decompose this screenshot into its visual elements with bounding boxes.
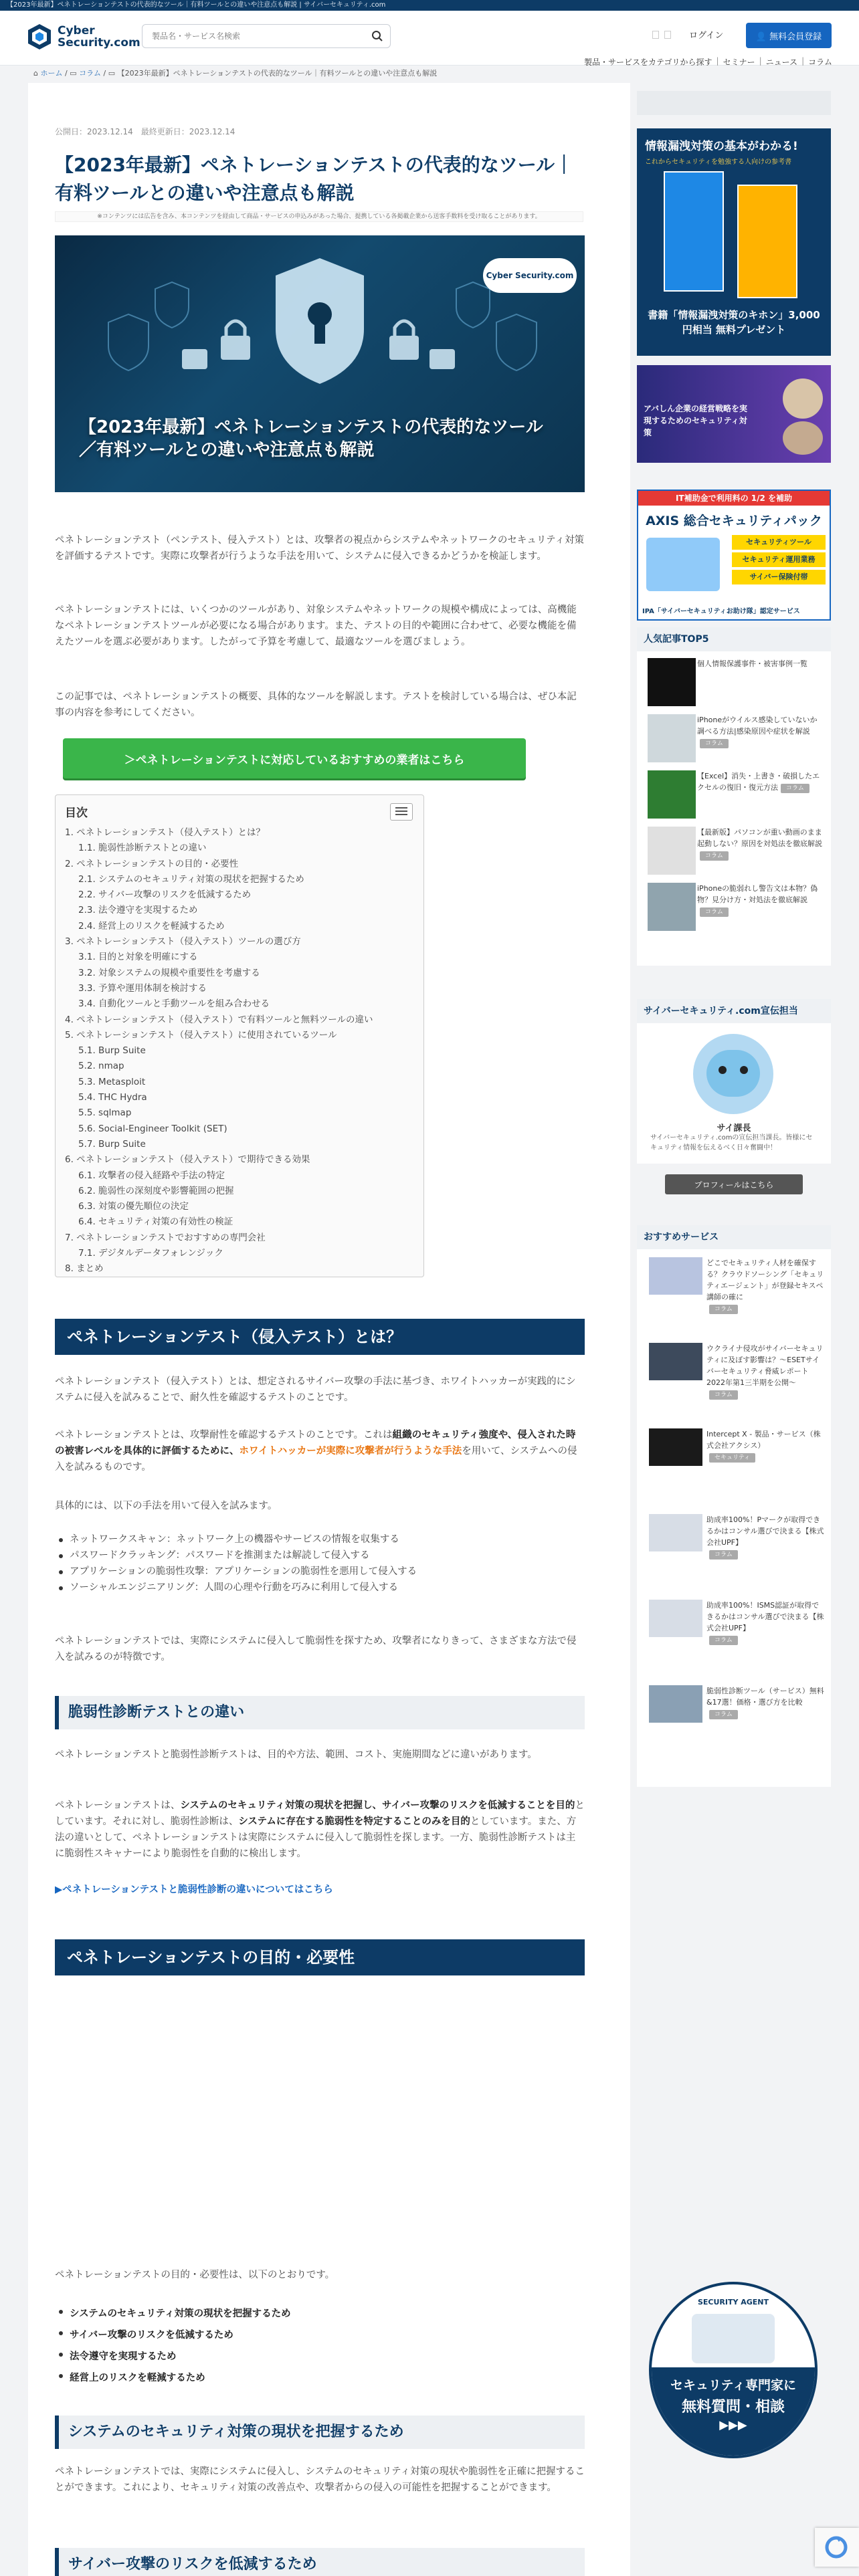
service-thumbnail (649, 1257, 702, 1295)
nav-column[interactable]: コラム (808, 58, 832, 67)
recaptcha-badge[interactable] (815, 2528, 859, 2567)
service-thumbnail (649, 1600, 702, 1637)
toc-item[interactable]: 3.2. 対象システムの規模や重要性を考慮する (78, 967, 260, 978)
mascot-avatar (693, 1034, 773, 1114)
service-thumbnail (649, 1343, 702, 1380)
pr-title: サイバーセキュリティ.com宣伝担当 (637, 999, 831, 1023)
category-tag: セキュリティ (709, 1453, 755, 1463)
home-icon: ⌂ (33, 69, 38, 78)
breadcrumb-column[interactable]: コラム (79, 69, 101, 78)
toc-item[interactable]: 4. ペネトレーションテスト（侵入テスト）で有料ツールと無料ツールの違い (65, 1014, 373, 1025)
global-nav: 製品・サービスをカテゴリから探す | セミナー | ニュース | コラム (584, 56, 832, 67)
toc-item[interactable]: 1.1. 脆弱性診断テストとの違い (78, 843, 207, 854)
toc-item[interactable]: 6.2. 脆弱性の深刻度や影響範囲の把握 (78, 1185, 234, 1196)
toc-item[interactable]: 5. ペネトレーションテスト（侵入テスト）に使用されているツール (65, 1029, 337, 1041)
search-input[interactable] (142, 25, 357, 47)
breadcrumb: ⌂ ホーム / ▭ コラム / ▭ 【2023年最新】ペネトレーションテストの代表的なツール｜有料ツールとの違いや注意点も解説 (33, 69, 438, 78)
recaptcha-icon (823, 2534, 850, 2561)
article-thumbnail (648, 658, 696, 706)
toc-item[interactable]: 2.3. 法令遵守を実現するため (78, 905, 198, 916)
toc-list (65, 825, 414, 1277)
ranking-item-title: iPhoneの脆弱れし警告文は本物？偽物？見分け方・対処法を徹底解説 (697, 884, 818, 904)
service-item-title: 助成率100%！ISMS認証が取得できるかはコンサル選びで決まる【株式会社UPF】 (706, 1601, 824, 1632)
list-item: システムのセキュリティ対策の現状を把握するため (55, 2303, 585, 2325)
category-tag: コラム (709, 1710, 738, 1719)
category-tag: コラム (700, 907, 729, 917)
speaker-avatar (783, 379, 823, 419)
service-item[interactable] (637, 1335, 831, 1420)
toc-item[interactable]: 6.4. セキュリティ対策の有効性の検証 (78, 1216, 233, 1228)
security-agent-banner[interactable] (649, 2282, 818, 2458)
bookmark-icon[interactable] (652, 31, 659, 39)
intro-paragraph-2: ペネトレーションテストには、いくつかのツールがあり、対象システムやネットワークの規模や構成によっては、高機能なペネトレーションテストツールが必要になる場合があります。また、テストの目的や範囲に合わせて、必要な機能を備えたツールを選ぶ必要があります。したがって予算を考慮して、最適なツールを選びましょう。 (55, 605, 577, 647)
article-main (28, 83, 630, 2576)
service-item[interactable] (637, 1249, 831, 1335)
user-plus-icon: 👤 (755, 31, 770, 42)
pr-name: サイ課長 (717, 1123, 751, 1134)
book-cover-image (737, 185, 797, 298)
category-tag: コラム (709, 1550, 738, 1560)
article-thumbnail (648, 714, 696, 762)
topbar-text: 【2023年最新】ペネトレーションテストの代表的なツール｜有料ツールとの違いや注意点も解説 | サイバーセキュリティ.com (7, 1, 386, 9)
ad3-bottom: IPA「サイバーセキュリティお助け隊」認定サービス (642, 608, 800, 615)
toc-item[interactable]: 6.3. 対策の優先順位の決定 (78, 1201, 189, 1212)
toc-item[interactable]: 3.3. 予算や運用体制を検討する (78, 982, 207, 994)
subsection-heading-2-2: サイバー攻撃のリスクを低減するため (55, 2548, 585, 2576)
toc-item[interactable]: 3.4. 自動化ツールと手動ツールを組み合わせる (78, 998, 270, 1010)
header-small-icons (652, 31, 671, 39)
ad1-subtitle: これからセキュリティを勉強する人向けの参考書 (645, 158, 791, 166)
profile-button[interactable]: プロフィールはこちら (665, 1174, 803, 1194)
article-thumbnail (648, 883, 696, 931)
toc-title: 目次 (65, 807, 88, 820)
ad3-title: AXIS 総合セキュリティパック (646, 514, 822, 528)
page-title: 【2023年最新】ペネトレーションテストの代表的なツール｜有料ツールとの違いや注意点も解説 (55, 154, 574, 204)
toc-item[interactable]: 2.1. システムのセキュリティ対策の現状を把握するため (78, 873, 304, 885)
breadcrumb-current: 【2023年最新】ペネトレーションテストの代表的なツール｜有料ツールとの違いや注意点も解説 (117, 69, 438, 78)
agent-illustration (692, 2314, 775, 2363)
login-link[interactable]: ログイン (689, 31, 724, 41)
attack-method-list (55, 1531, 585, 1596)
toc-item[interactable]: 5.3. Metasploit (78, 1076, 146, 1087)
ranking-widget (637, 627, 831, 966)
toc-item[interactable]: 5.4. THC Hydra (78, 1092, 147, 1103)
toc-item[interactable]: 6. ペネトレーションテスト（侵入テスト）で期待できる効果 (65, 1154, 310, 1166)
list-item: アプリケーションの脆弱性攻撃：アプリケーションの脆弱性を悪用して侵入する (55, 1564, 585, 1580)
list-item: サイバー攻撃のリスクを低減するため (55, 2325, 585, 2346)
ad3-top: IT補助金で利用料の 1/2 を補助 (638, 491, 830, 506)
register-button[interactable] (746, 23, 832, 48)
ad3-feature: セキュリティ運用業務 (732, 552, 826, 567)
services-title: おすすめサービス (637, 1225, 831, 1249)
category-tag: コラム (709, 1390, 738, 1400)
pr-profile-widget (637, 999, 831, 1190)
ad3-feature-list (732, 535, 826, 584)
intro-paragraph-3: この記事では、ペネトレーションテストの概要、具体的なツールを解説します。テストを検討している場合は、ぜひ本記事の内容を参考にしてください。 (55, 691, 577, 718)
seminar-ad-banner[interactable] (637, 365, 831, 463)
toc-item[interactable]: 5.5. sqlmap (78, 1107, 132, 1119)
history-icon[interactable] (664, 31, 671, 39)
logo-text-line1: Cyber (58, 24, 95, 37)
toc-item[interactable]: 1. ペネトレーションテスト（侵入テスト）とは？ (65, 827, 266, 838)
nav-news[interactable]: ニュース (765, 58, 798, 67)
article-thumbnail (648, 827, 696, 875)
hero-caption: 【2023年最新】ペネトレーションテストの代表的なツール／有料ツールとの違いや注意点も解説 (79, 417, 543, 460)
service-item[interactable] (637, 1420, 831, 1506)
pr-description: サイバーセキュリティ.comの宣伝担当課長。皆様にセキュリティ情報を伝えるべく日々奮闘中！ (650, 1134, 813, 1152)
service-item-title: ウクライナ侵攻がサイバーセキュリティに及ぼす影響は？～ESETサイバーセキュリティ脅威レポート2022年第1三半期を公開～ (706, 1344, 824, 1387)
service-item[interactable] (637, 1677, 831, 1763)
toc-item[interactable]: 2. ペネトレーションテストの目的・必要性 (65, 858, 239, 869)
toc-item[interactable]: 3.1. 目的と対象を明確にする (78, 952, 198, 963)
ad3-feature: セキュリティツール (732, 535, 826, 550)
agent-text-1: セキュリティ専門家に (670, 2378, 797, 2393)
ad1-title: 情報漏洩対策の基本がわかる! (645, 140, 798, 153)
ranking-item[interactable] (637, 651, 831, 708)
breadcrumb-home[interactable]: ホーム (40, 69, 63, 78)
site-logo[interactable] (27, 23, 140, 51)
toc-item[interactable]: 2.2. サイバー攻撃のリスクを低減するため (78, 889, 252, 901)
nav-seminar[interactable]: セミナー (723, 58, 755, 67)
category-tag: コラム (781, 784, 809, 793)
section2-paragraph-1: ペネトレーションテストの目的・必要性は、以下のとおりです。 (55, 2270, 335, 2280)
updated-date: 最終更新日：2023.12.14 (140, 127, 235, 136)
section1-paragraph-3: 具体的には、以下の手法を用いて侵入を試みます。 (55, 1501, 278, 1511)
axis-ad-banner[interactable] (637, 490, 831, 621)
agent-text-2: 無料質問・相談 (681, 2399, 785, 2416)
top-info-bar (0, 0, 859, 11)
category-tag: コラム (700, 851, 729, 861)
article-dates (55, 126, 235, 137)
book-ad-banner[interactable] (637, 128, 831, 356)
toc-item[interactable]: 3. ペネトレーションテスト（侵入テスト）ツールの選び方 (65, 936, 301, 948)
article-thumbnail (648, 770, 696, 819)
subsection-heading-1-1: 脆弱性診断テストとの違い (55, 1696, 585, 1729)
subsection-heading-2-1: システムのセキュリティ対策の現状を把握するため (55, 2416, 585, 2449)
service-item-title: Intercept X - 製品・サービス（株式会社アクシス） (706, 1430, 821, 1450)
logo-icon (27, 23, 52, 51)
toc-item[interactable]: 5.7. Burp Suite (78, 1138, 146, 1150)
nav-category[interactable]: 製品・サービスをカテゴリから探す (584, 58, 712, 67)
published-date: 公開日：2023.12.14 (55, 127, 133, 136)
ranking-item-title: 【Excel】消失・上書き・破損したエクセルの復旧・復元方法 (697, 772, 820, 792)
list-item: 法令遵守を実現するため (55, 2346, 585, 2367)
ranking-item[interactable] (637, 876, 831, 932)
difference-article-link[interactable]: ▶ペネトレーションテストと脆弱性診断の違いについてはこちら (55, 1885, 333, 1895)
ad3-feature: サイバー保険付帯 (732, 570, 826, 584)
register-label: 無料会員登録 (769, 31, 822, 42)
agent-arrows: ▶▶▶ (719, 2418, 747, 2432)
section21-paragraph-1: ペネトレーションテストでは、実際にシステムに侵入し、システムのセキュリティ対策の現状や脆弱性を正確に把握することができます。これにより、セキュリティ対策の改善点や、攻撃者からの侵入の可能性を把握することができます。 (55, 2466, 585, 2493)
toc-item[interactable]: 2.4. 経営上のリスクを軽減するため (78, 920, 225, 932)
agent-brand: SECURITY AGENT (697, 2298, 769, 2306)
purpose-list (55, 2303, 585, 2389)
toc-item[interactable]: 7.1. デジタルデータフォレンジック (78, 1248, 223, 1259)
book-cover-image (664, 171, 724, 292)
recommended-services-widget (637, 1225, 831, 1787)
service-thumbnail (649, 1514, 702, 1551)
folder-icon: ▭ (70, 69, 77, 78)
ad1-cta: 書籍「情報漏洩対策のキホン」3,000円相当 無料プレゼント (648, 309, 820, 336)
toc-item[interactable]: 5.1. Burp Suite (78, 1045, 146, 1057)
list-icon (395, 807, 407, 816)
list-item: パスワードクラッキング：パスワードを推測または解読して侵入する (55, 1547, 585, 1564)
toc-item[interactable]: 6.1. 攻撃者の侵入経路や手法の特定 (78, 1170, 225, 1181)
ranking-item[interactable] (637, 764, 831, 820)
search-box (142, 24, 391, 48)
toc-item[interactable]: 8. まとめ (65, 1263, 104, 1275)
list-item: ネットワークスキャン：ネットワーク上の機器やサービスの情報を収集する (55, 1531, 585, 1547)
search-icon[interactable] (371, 30, 383, 42)
ranking-item-title: 個人情報保護事件・被害事例一覧 (697, 659, 807, 668)
section-heading-2: ペネトレーションテストの目的・必要性 (55, 1939, 585, 1975)
section1-paragraph-4: ペネトレーションテストでは、実際にシステムに侵入して脆弱性を探すため、攻撃者になりきって、さまざまな方法で侵入を試みるのが特徴です。 (55, 1636, 577, 1662)
service-item-title: どこでセキュリティ人材を確保する？クラウドソーシング「セキュリティエージェント」が登録セキスペ講師の確に (706, 1259, 824, 1301)
section11-paragraph-2: ペネトレーションテストは、システムのセキュリティ対策の現状を把握し、サイバー攻撃のリスクを低減することを目的としています。それに対し、脆弱性診断は、システムに存在する脆弱性を特定することのみを目的としています。また、方法の違いとして、ペネトレーションテストは実際にシステムに侵入して脆弱性を探します。一方、脆弱性診断テストは主に脆弱性スキャナーにより脆弱性を自動的に検出します。 (55, 1800, 585, 1859)
table-of-contents (55, 794, 424, 1277)
category-tag: コラム (700, 739, 729, 748)
service-thumbnail (649, 1685, 702, 1723)
section1-paragraph-2: ペネトレーションテストとは、攻撃耐性を確認するテストのことです。これは組織のセキュリティ強度や、侵入された時の被害レベルを具体的に評価するために、ホワイトハッカーが実際に攻撃者が行うような手法を用いて、システムへの侵入を試みるものです。 (55, 1430, 577, 1473)
logo-text-line2: Security.com (58, 36, 140, 49)
intro-paragraph-1: ペネトレーションテスト（ペンテスト、侵入テスト）とは、攻撃者の視点からシステムやネットワークのセキュリティ対策を評価するテストです。実際に攻撃者が行うような手法を用いて、システムに侵入できるかどうかを検証します。 (55, 535, 584, 562)
service-item[interactable] (637, 1592, 831, 1677)
section-heading-1: ペネトレーションテスト（侵入テスト）とは？ (55, 1319, 585, 1355)
ranking-item-title: iPhoneがウイルス感染していないか調べる方法|感染原因や症状を解説 (697, 716, 818, 736)
section11-paragraph-1: ペネトレーションテストと脆弱性診断テストは、目的や方法、範囲、コスト、実施期間などに違いがあります。 (55, 1749, 537, 1760)
category-tag: コラム (709, 1636, 738, 1645)
service-item-title: 助成率100%！Pマークが取得できるかはコンサル選びで決まる【株式会社UPF】 (706, 1515, 824, 1547)
ad2-title: アバしん企業の経営戦略を実現するためのセキュリティ対策 (644, 404, 748, 437)
toc-item[interactable]: 5.2. nmap (78, 1061, 124, 1072)
list-item: 経営上のリスクを軽減するため (55, 2367, 585, 2389)
toc-toggle-button[interactable] (390, 803, 413, 821)
ranking-item[interactable] (637, 820, 831, 876)
hero-image (55, 235, 585, 492)
recommended-vendors-button[interactable]: ＞ペネトレーションテストに対応しているおすすめの業者はこちら (63, 738, 526, 778)
speaker-avatar (783, 421, 823, 455)
site-header (0, 11, 859, 66)
category-tag: コラム (709, 1305, 738, 1314)
service-item[interactable] (637, 1506, 831, 1592)
service-item-title: 脆弱性診断ツール（サービス）無料&17選！価格・選び方を比較 (706, 1687, 824, 1707)
list-item: ソーシャルエンジニアリング：人間の心理や行動を巧みに利用して侵入する (55, 1580, 585, 1596)
hero-logo-badge: Cyber Security.com (483, 258, 577, 293)
toc-item[interactable]: 7. ペネトレーションテストでおすすめの専門会社 (65, 1232, 266, 1243)
service-thumbnail (649, 1428, 702, 1466)
sidebar-search-bar (637, 91, 831, 115)
ranking-title: 人気記事TOP5 (637, 627, 831, 651)
ranking-item[interactable] (637, 708, 831, 764)
page-icon: ▭ (108, 69, 116, 78)
ranking-item-title: 【最新版】パソコンが重い動画のまま起動しない？原因を対処法を徹底解説 (697, 828, 822, 848)
pr-notice: ※コンテンツには広告を含み、本コンテンツを経由して商品・サービスの申込みがあった場合、提携している各掲載企業から送客手数料を受け取ることがあります。 (55, 211, 583, 222)
toc-item[interactable]: 5.6. Social-Engineer Toolkit (SET) (78, 1123, 227, 1134)
ad3-illustration (646, 538, 720, 591)
section1-paragraph-1: ペネトレーションテスト（侵入テスト）とは、想定されるサイバー攻撃の手法に基づき、ホワイトハッカーが実践的にシステムに侵入を試みることで、耐久性を確認するテストのことです。 (55, 1376, 576, 1403)
